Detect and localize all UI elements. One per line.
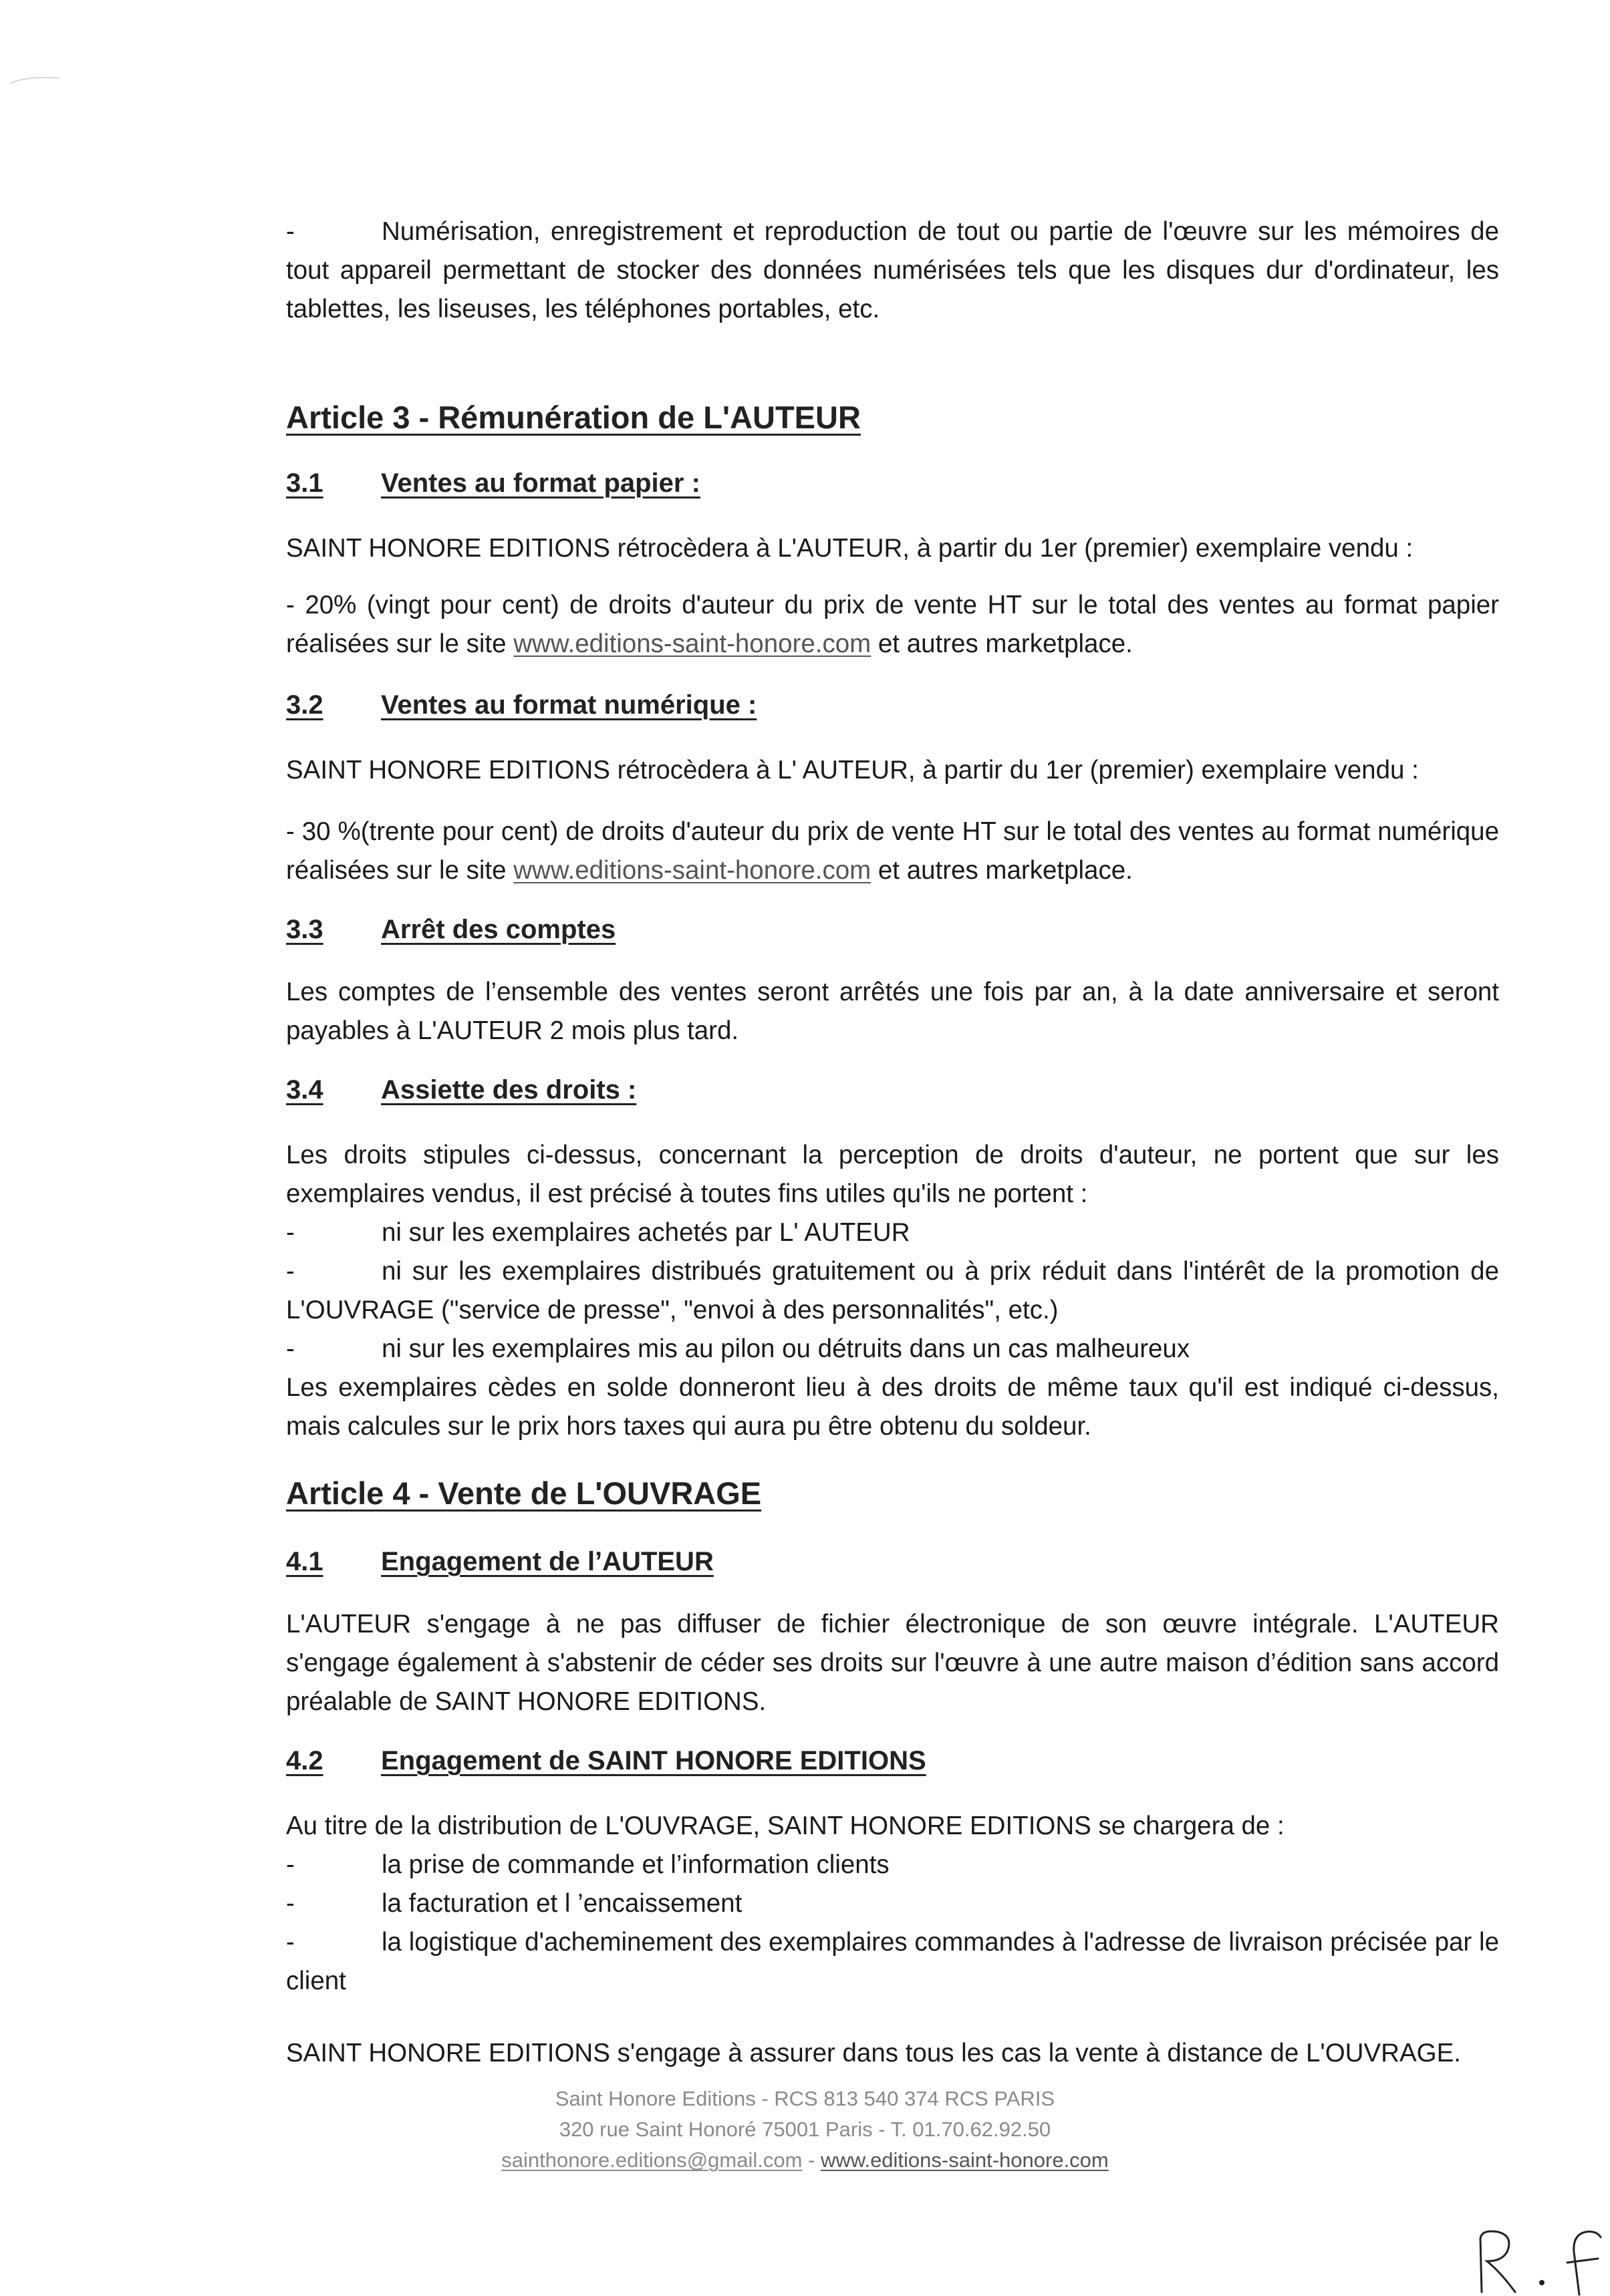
section-4-2-bullet-1: - la prise de commande et l’information clients [286,1850,890,1879]
section-4-2-p2: SAINT HONORE EDITIONS s'engage à assurer dans tous les cas la vente à distance de L'OUVRAGE. [286,2039,1461,2067]
section-4-1 [286,1542,1499,1581]
footer-contact-line: sainthonore.editions@gmail.com - www.editions-saint-honore.com [501,2148,1109,2172]
footer-email-link[interactable]: sainthonore.editions@gmail.com [501,2148,803,2172]
section-3-3-heading: 3.3 Arrêt des comptes [286,915,616,944]
section-3-1-body-2 [286,586,1499,664]
footer-company-line: Saint Honore Editions - RCS 813 540 374 RCS PARIS [555,2087,1055,2110]
section-4-2-body-2 [286,2034,1499,2073]
section-3-4-p2: Les exemplaires cèdes en solde donneront lieu à des droits de même taux qu'il est indiqué ci-dessus, mais calcules sur le prix hors taxes qui aura pu être obtenu du soldeur. [286,1373,1499,1441]
scan-mark [7,70,67,90]
handwritten-initials [1467,2225,1610,2296]
section-3-2-p1: SAINT HONORE EDITIONS rétrocèdera à L' AUTEUR, à partir du 1er (premier) exemplaire vendu : [286,756,1419,784]
section-4-2-bullet-2: - la facturation et l ’encaissement [286,1889,743,1918]
section-3-2-p2: - 30 %(trente pour cent) de droits d'auteur du prix de vente HT sur le total des ventes au format numérique réalisées sur le site www.editions-saint-honore.com et autres marketplace. [286,817,1499,885]
page-footer [0,2084,1610,2176]
section-4-2-body [286,1807,1499,2001]
intro-bullet [286,212,1499,329]
section-4-1-body [286,1605,1499,1721]
website-link[interactable]: www.editions-saint-honore.com [513,629,871,658]
section-4-1-p1: L'AUTEUR s'engage à ne pas diffuser de fichier électronique de son œuvre intégrale. L'AUTEUR s'engage également à s'abstenir de céder ses droits sur l'œuvre à une autre maison d’édition sans accord préalable de SAINT HONORE EDITIONS. [286,1610,1499,1716]
section-4-1-heading: 4.1 Engagement de l’AUTEUR [286,1547,714,1576]
section-3-1-p1: SAINT HONORE EDITIONS rétrocèdera à L'AUTEUR, à partir du 1er (premier) exemplaire vendu : [286,534,1414,563]
section-3-4 [286,1070,1499,1109]
section-3-4-p1: Les droits stipules ci-dessus, concernant la perception de droits d'auteur, ne portent que sur les exemplaires vendus, il est précisé à toutes fins utiles qu'ils ne portent : [286,1141,1499,1208]
footer-website-link[interactable]: www.editions-saint-honore.com [821,2148,1109,2172]
section-3-1-body [286,529,1499,568]
section-3-1 [286,464,1499,503]
section-4-2-bullet-3: - la logistique d'acheminement des exemplaires commandes à l'adresse de livraison précisée par le client [286,1928,1499,1995]
section-3-2-heading: 3.2 Ventes au format numérique : [286,690,757,720]
website-link[interactable]: www.editions-saint-honore.com [513,856,871,885]
footer-address-line: 320 rue Saint Honoré 75001 Paris - T. 01.70.62.92.50 [559,2118,1051,2141]
section-3-2-body-2 [286,813,1499,890]
section-3-2-body [286,751,1499,790]
section-3-4-body [286,1136,1499,1446]
section-3-4-bullet-3: - ni sur les exemplaires mis au pilon ou détruits dans un cas malheureux [286,1334,1190,1363]
article-3-heading-block [286,396,1499,440]
section-4-2-p1: Au titre de la distribution de L'OUVRAGE, SAINT HONORE EDITIONS se chargera de : [286,1812,1285,1840]
intro-bullet-text: - Numérisation, enregistrement et reproduction de tout ou partie de l'œuvre sur les mémoires de tout appareil permettant de stocker des données numérisées tels que les disques dur d'ordinateur, les tablettes, les liseuses, les téléphones portables, etc. [286,217,1499,323]
section-3-1-p2: - 20% (vingt pour cent) de droits d'auteur du prix de vente HT sur le total des ventes au format papier réalisées sur le site www.editions-saint-honore.com et autres marketplace. [286,591,1499,658]
article-4-title: Article 4 - Vente de L'OUVRAGE [286,1475,762,1511]
section-3-2 [286,686,1499,724]
section-4-2-heading: 4.2 Engagement de SAINT HONORE EDITIONS [286,1746,926,1775]
section-3-4-bullet-2: - ni sur les exemplaires distribués gratuitement ou à prix réduit dans l'intérêt de la promotion de L'OUVRAGE ("service de presse", "envoi à des personnalités", etc.) [286,1257,1499,1324]
section-3-4-heading: 3.4 Assiette des droits : [286,1075,637,1105]
section-3-3-body [286,973,1499,1050]
article-3-title: Article 3 - Rémunération de L'AUTEUR [286,400,861,435]
section-3-4-bullet-1: - ni sur les exemplaires achetés par L' AUTEUR [286,1218,910,1247]
article-4-heading-block [286,1471,1499,1516]
section-3-3-p1: Les comptes de l’ensemble des ventes seront arrêtés une fois par an, à la date anniversaire et seront payables à L'AUTEUR 2 mois plus tard. [286,978,1499,1045]
section-3-1-heading: 3.1 Ventes au format papier : [286,468,700,498]
section-4-2 [286,1741,1499,1780]
section-3-3 [286,910,1499,949]
